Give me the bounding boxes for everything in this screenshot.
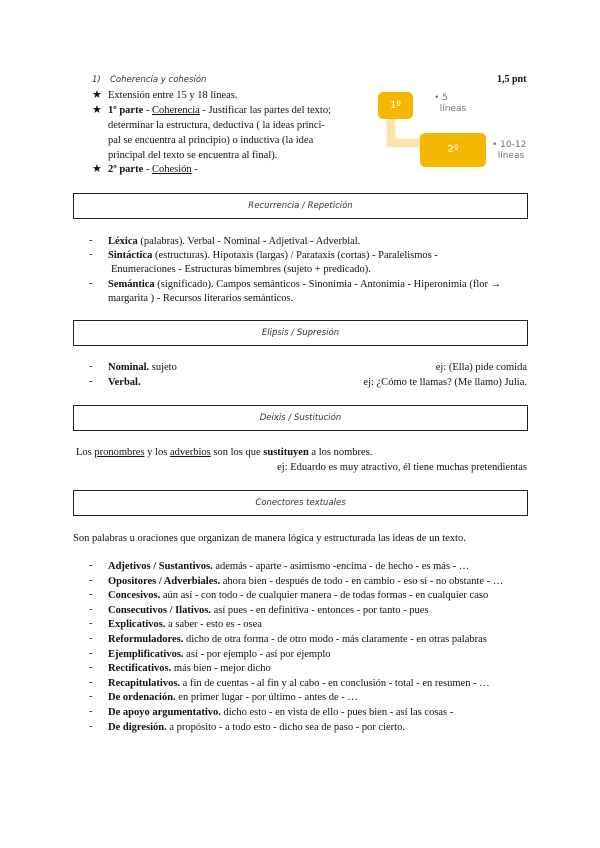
semantica-item bbox=[108, 278, 501, 291]
adverbios-term: adverbios bbox=[169, 447, 211, 458]
connector-text: dicho esto - en vista de ello - pues bien - así las cosas - bbox=[220, 707, 454, 718]
part1-line4: principal del texto se encuentra al final). bbox=[108, 150, 278, 161]
dash-bullet: - bbox=[89, 574, 93, 586]
dash-bullet: - bbox=[89, 633, 93, 644]
dash-bullet: - bbox=[89, 603, 93, 615]
pronombres-term: pronombres bbox=[94, 447, 145, 458]
connector-text: así - por ejemplo - así por ejemplo bbox=[183, 648, 331, 660]
intro-item-part2 bbox=[108, 163, 198, 176]
separator: - bbox=[143, 164, 152, 175]
intro-item-part1 bbox=[108, 104, 331, 117]
part1-text: - Justificar las partes del texto; bbox=[199, 105, 332, 116]
connector-item bbox=[108, 677, 490, 690]
connector-item bbox=[108, 648, 331, 661]
item-label: Semántica bbox=[108, 279, 155, 290]
diagram-note-2: • 10-12 líneas bbox=[492, 140, 527, 161]
points-label: 1,5 pnt bbox=[497, 74, 527, 85]
section-title: Conectores textuales bbox=[255, 498, 346, 508]
item-text: sujeto bbox=[149, 362, 177, 373]
intro-item-extension: Extensión entre 15 y 18 líneas. bbox=[108, 90, 238, 101]
item-text: (significado). Campos semánticos - Sinonimia - Antonimia - Hiperonimia (flor → bbox=[154, 279, 502, 290]
text: a los nombres. bbox=[308, 447, 373, 458]
connector-item bbox=[108, 618, 262, 631]
lexica-item bbox=[108, 235, 360, 248]
connector-item bbox=[108, 560, 469, 573]
connector-text: además - aparte - asimismo -encima - de hecho - es más - … bbox=[212, 561, 470, 572]
connector-item bbox=[108, 604, 429, 617]
connector-label: Rectificativos. bbox=[108, 663, 172, 675]
item-text: (palabras). Verbal - Nominal - Adjetival - Adverbial. bbox=[137, 236, 361, 247]
part1-label: 1º parte bbox=[108, 105, 144, 116]
section-box-conectores bbox=[73, 490, 528, 516]
dash-bullet: - bbox=[89, 589, 93, 601]
connector-label: Adjetivos / Sustantivos. bbox=[108, 561, 213, 572]
dash-bullet: - bbox=[89, 706, 93, 717]
dash-bullet: - bbox=[89, 376, 93, 387]
item-text: (estructuras). Hipotaxis (largas) / Parataxis (cortas) - Paralelismos - bbox=[152, 250, 438, 261]
connector-text: a saber - esto es - osea bbox=[165, 619, 262, 631]
connector-label: De apoyo argumentativo. bbox=[108, 707, 221, 718]
section-box-elipsis bbox=[73, 320, 528, 346]
item-label: Sintáctica bbox=[108, 250, 153, 261]
item-label: Nominal. bbox=[108, 362, 150, 373]
connector-item bbox=[108, 575, 503, 588]
connector-item bbox=[108, 662, 271, 675]
connector-item bbox=[108, 721, 405, 734]
item-label: Verbal. bbox=[108, 377, 141, 388]
connector-label: Ejemplificativos. bbox=[108, 648, 184, 660]
connector-text: aún así - con todo - de cualquier manera - de todas formas - en cualquier caso bbox=[160, 590, 489, 602]
dash-bullet: - bbox=[89, 647, 93, 659]
nominal-example: ej: (Ella) pide comida bbox=[435, 362, 527, 373]
connector-text: en primer lugar - por último - antes de - … bbox=[175, 692, 358, 704]
sintactica-item bbox=[108, 249, 438, 262]
verbal-example: ej: ¿Cómo te llamas? (Me llamo) Julia. bbox=[363, 377, 527, 388]
semantica-line2: margarita ) - Recursos literarios semánticos. bbox=[108, 293, 294, 304]
section-heading: Coherencia y cohesión bbox=[110, 75, 207, 85]
connector-label: Recapitulativos. bbox=[108, 677, 181, 689]
connector-label: De digresión. bbox=[108, 721, 167, 733]
connector-text: a propósito - a todo esto - dicho sea de paso - por cierto. bbox=[166, 721, 405, 733]
separator: - bbox=[143, 105, 152, 116]
note1-count: 5 bbox=[442, 93, 448, 103]
star-bullet-icon: ★ bbox=[92, 163, 102, 175]
dash-bullet: - bbox=[89, 676, 93, 688]
conectores-intro: Son palabras u oraciones que organizan de manera lógica y estructurada las ideas de un texto. bbox=[73, 533, 466, 544]
connector-label: De ordenación. bbox=[108, 692, 176, 704]
section-title: Recurrencia / Repetición bbox=[248, 201, 353, 211]
dash-bullet: - bbox=[89, 361, 93, 372]
section-box-deixis bbox=[73, 405, 528, 431]
connector-label: Consecutivos / Ilativos. bbox=[108, 604, 211, 616]
dash-bullet: - bbox=[89, 560, 93, 571]
cohesion-link: Cohesión bbox=[152, 164, 192, 175]
dash-bullet: - bbox=[89, 235, 93, 246]
deixis-example: ej: Eduardo es muy atractivo, él tiene muchas pretendientas bbox=[277, 462, 527, 473]
connector-text: más bien - mejor dicho bbox=[171, 663, 271, 675]
connector-label: Explicativos. bbox=[108, 619, 166, 631]
connector-item bbox=[108, 691, 358, 704]
nominal-item bbox=[108, 361, 177, 374]
star-bullet-icon: ★ bbox=[92, 104, 102, 116]
connector-label: Opositores / Adverbiales. bbox=[108, 575, 221, 587]
connector-text: dicho de otra forma - de otro modo - más claramente - en otras palabras bbox=[183, 634, 487, 645]
connector-label: Reformuladores. bbox=[108, 634, 184, 645]
part2-label: 2º parte bbox=[108, 164, 144, 175]
connector-item bbox=[108, 589, 488, 602]
dash-bullet: - bbox=[89, 278, 93, 289]
coherencia-link: Coherencia bbox=[152, 105, 200, 116]
connector-label: Concesivos. bbox=[108, 590, 161, 602]
text: Los bbox=[76, 447, 95, 458]
sustituyen-term: sustituyen bbox=[263, 447, 309, 458]
connector-text: ahora bien - después de todo - en cambio - eso sí - no obstante - … bbox=[220, 575, 504, 587]
dash-bullet: - bbox=[89, 662, 93, 674]
diagram-box-2: 2º bbox=[420, 133, 486, 167]
connector-item bbox=[108, 633, 487, 646]
item-label: Léxica bbox=[108, 236, 138, 247]
connector-item bbox=[108, 706, 453, 719]
dash-bullet: - bbox=[89, 618, 93, 630]
section-title: Elipsis / Supresión bbox=[261, 328, 340, 338]
deixis-text bbox=[76, 446, 372, 459]
diagram-note-1: • 5 líneas bbox=[434, 93, 467, 114]
part1-line2: determinar la estructura, deductiva ( la ideas princi- bbox=[108, 120, 325, 131]
star-bullet-icon: ★ bbox=[92, 89, 102, 101]
section-title: Deixis / Sustitución bbox=[259, 413, 342, 423]
note1-unit: líneas bbox=[439, 104, 467, 114]
verbal-item bbox=[108, 376, 141, 389]
section-box-recurrencia bbox=[73, 193, 528, 219]
text: son los que bbox=[210, 447, 264, 458]
dash-bullet: - bbox=[89, 691, 93, 703]
connector-text: así pues - en definitiva - entonces - por tanto - pues bbox=[210, 604, 429, 616]
diagram-box-1: 1º bbox=[378, 92, 413, 119]
header-number: 1) bbox=[92, 75, 101, 85]
text: y los bbox=[144, 447, 170, 458]
part2-text: - bbox=[191, 164, 198, 175]
connector-text: a fin de cuentas - al fin y al cabo - en conclusión - total - en resumen - … bbox=[180, 677, 490, 689]
note2-unit: líneas bbox=[497, 151, 525, 161]
part1-line3: pal se encuentra al principio) o inductiva (la idea bbox=[108, 135, 314, 146]
dash-bullet: - bbox=[89, 249, 93, 260]
sintactica-line2: Enumeraciones - Estructuras bimembres (sujeto + predicado). bbox=[111, 264, 371, 275]
note2-count: 10-12 bbox=[500, 140, 527, 150]
dash-bullet: - bbox=[89, 720, 93, 732]
